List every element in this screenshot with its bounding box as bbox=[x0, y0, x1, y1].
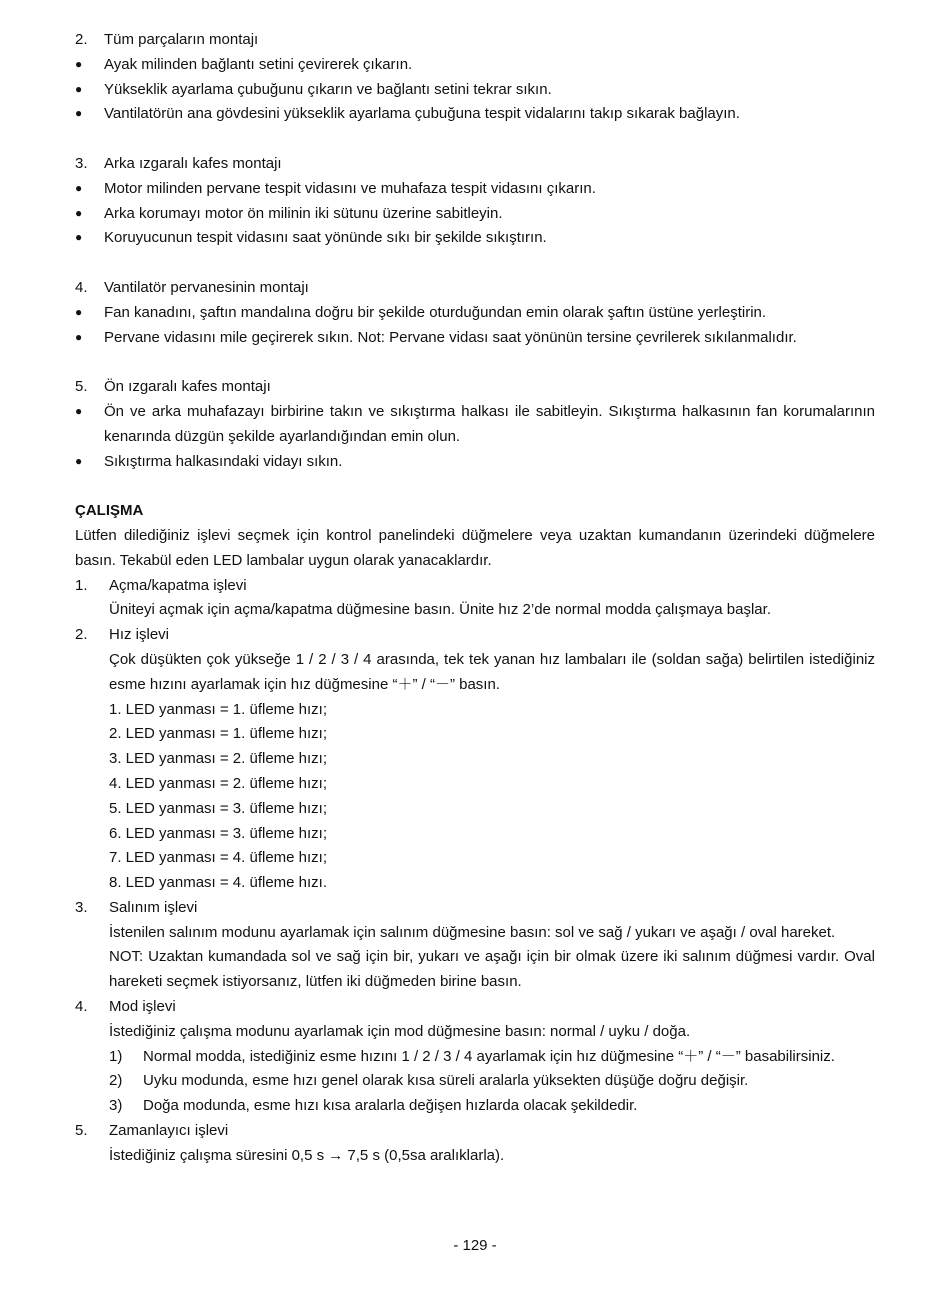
operation-item-title: 4. Mod işlevi bbox=[75, 998, 176, 1016]
operation-item-title: 2. Hız işlevi bbox=[75, 626, 170, 644]
bullet-item: ● Pervane vidasını mile geçirerek sıkın. Not: Pervane vidası saat yönünün tersine çevrilerek sıkılanmalıdır. bbox=[75, 326, 875, 351]
led-line: 2. LED yanması = 1. üfleme hızı; bbox=[109, 725, 328, 743]
operation-item-title: 1. Açma/kapatma işlevi bbox=[75, 576, 247, 594]
section-title: Arka ızgaralı kafes montajı bbox=[104, 154, 282, 172]
bullet-icon bbox=[75, 450, 104, 475]
bullet-icon bbox=[75, 78, 104, 103]
bullet-icon bbox=[75, 102, 104, 127]
bullet-item: ● Yükseklik ayarlama çubuğunu çıkarın ve bağlantı setini tekrar sıkın. bbox=[75, 78, 875, 103]
bullet-item: ● Arka korumayı motor ön milinin iki sütunu üzerine sabitleyin. bbox=[75, 202, 875, 227]
mode-subitem: 3) Doğa modunda, esme hızı kısa aralarla değişen hızlarda olacak şekildedir. bbox=[109, 1097, 638, 1115]
led-line: 4. LED yanması = 2. üfleme hızı; bbox=[109, 774, 328, 792]
led-line: 7. LED yanması = 4. üfleme hızı; bbox=[109, 849, 328, 867]
section-number: 2. bbox=[75, 31, 88, 48]
bullet-item: ● Ön ve arka muhafazayı birbirine takın ve sıkıştırma halkası ile sabitleyin. Sıkıştırma halkasının fan korumalarının kenarında düzgün şekilde ayarlandığından emin olun. bbox=[75, 400, 875, 450]
bullet-icon bbox=[75, 202, 104, 227]
led-line: 5. LED yanması = 3. üfleme hızı; bbox=[109, 799, 328, 817]
bullet-item: ● Koruyucunun tespit vidasını saat yönünde sıkı bir şekilde sıkıştırın. bbox=[75, 226, 875, 251]
section-number: 5. bbox=[75, 378, 88, 396]
page-number: - 129 - bbox=[453, 1237, 497, 1254]
bullet-icon bbox=[75, 301, 104, 326]
bullet-icon bbox=[75, 400, 104, 425]
section-heading bbox=[75, 276, 875, 301]
section-heading bbox=[75, 375, 875, 400]
section-title: Vantilatör pervanesinin montajı bbox=[104, 278, 309, 296]
section-number: 3. bbox=[75, 154, 88, 172]
bullet-icon bbox=[75, 53, 104, 78]
operation-heading: ÇALIŞMA bbox=[75, 502, 144, 520]
section-heading bbox=[75, 152, 875, 177]
mode-subitem: 2) Uyku modunda, esme hızı genel olarak kısa süreli aralarla yüksekten düşüğe doğru değişir. bbox=[109, 1072, 749, 1090]
led-line: 6. LED yanması = 3. üfleme hızı; bbox=[109, 824, 328, 842]
operation-item-text: İstediğiniz çalışma süresini 0,5 s → 7,5 s (0,5sa aralıklarla). bbox=[109, 1146, 505, 1164]
bullet-item: ● Fan kanadını, şaftın mandalına doğru bir şekilde oturduğundan emin olarak şaftın üstüne yerleştirin. bbox=[75, 301, 875, 326]
led-line: 1. LED yanması = 1. üfleme hızı; bbox=[109, 700, 328, 718]
led-line: 8. LED yanması = 4. üfleme hızı. bbox=[109, 874, 328, 892]
mode-subitem: 1) Normal modda, istediğiniz esme hızını 1 / 2 / 3 / 4 ayarlamak için hız düğmesine “＋” / “－” basabilirsiniz. bbox=[109, 1047, 835, 1065]
bullet-item: ● Vantilatörün ana gövdesini yükseklik ayarlama çubuğuna tespit vidalarını takıp sıkarak bağlayın. bbox=[75, 102, 875, 127]
bullet-item: ● Ayak milinden bağlantı setini çevirerek çıkarın. bbox=[75, 53, 875, 78]
operation-item-text: Çok düşükten çok yükseğe 1 / 2 / 3 / 4 arasında, tek tek yanan hız lambaları ile (soldan sağa) belirtilen istediğiniz esme hızını ayarlamak için hız düğmesine “＋” / “－” basın. bbox=[109, 650, 875, 693]
document-page bbox=[75, 28, 875, 1169]
led-line: 3. LED yanması = 2. üfleme hızı; bbox=[109, 750, 328, 768]
operation-item-title: 3. Salınım işlevi bbox=[75, 898, 198, 916]
operation-item-title: 5. Zamanlayıcı işlevi bbox=[75, 1122, 229, 1140]
operation-item-text: Üniteyi açmak için açma/kapatma düğmesine basın. Ünite hız 2’de normal modda çalışmaya başlar. bbox=[109, 601, 771, 619]
bullet-icon bbox=[75, 326, 104, 351]
section-number: 4. bbox=[75, 278, 88, 296]
bullet-icon bbox=[75, 177, 104, 202]
operation-item-note: NOT: Uzaktan kumandada sol ve sağ için bir, yukarı ve aşağı için bir olmak üzere iki salınım düğmesi vardır. Oval hareketi seçmek istiyorsanız, lütfen iki düğmeden birine basın. bbox=[109, 948, 875, 991]
operation-item-text: İstenilen salınım modunu ayarlamak için salınım düğmesine basın: sol ve sağ / yukarı ve aşağı / oval hareket. bbox=[109, 923, 836, 941]
bullet-item: ● Motor milinden pervane tespit vidasını ve muhafaza tespit vidasını çıkarın. bbox=[75, 177, 875, 202]
section-title: Tüm parçaların montajı bbox=[104, 31, 259, 48]
bullet-item: ● Sıkıştırma halkasındaki vidayı sıkın. bbox=[75, 450, 875, 475]
bullet-icon bbox=[75, 226, 104, 251]
operation-item-text: İstediğiniz çalışma modunu ayarlamak için mod düğmesine basın: normal / uyku / doğa. bbox=[109, 1022, 691, 1040]
section-heading bbox=[75, 28, 875, 53]
operation-intro: Lütfen dilediğiniz işlevi seçmek için kontrol panelindeki düğmelere veya uzaktan kumandanın üzerindeki düğmelere basın. Tekabül eden LED lambalar uygun olarak yanacaklardır. bbox=[75, 526, 875, 569]
section-title: Ön ızgaralı kafes montajı bbox=[104, 378, 271, 396]
